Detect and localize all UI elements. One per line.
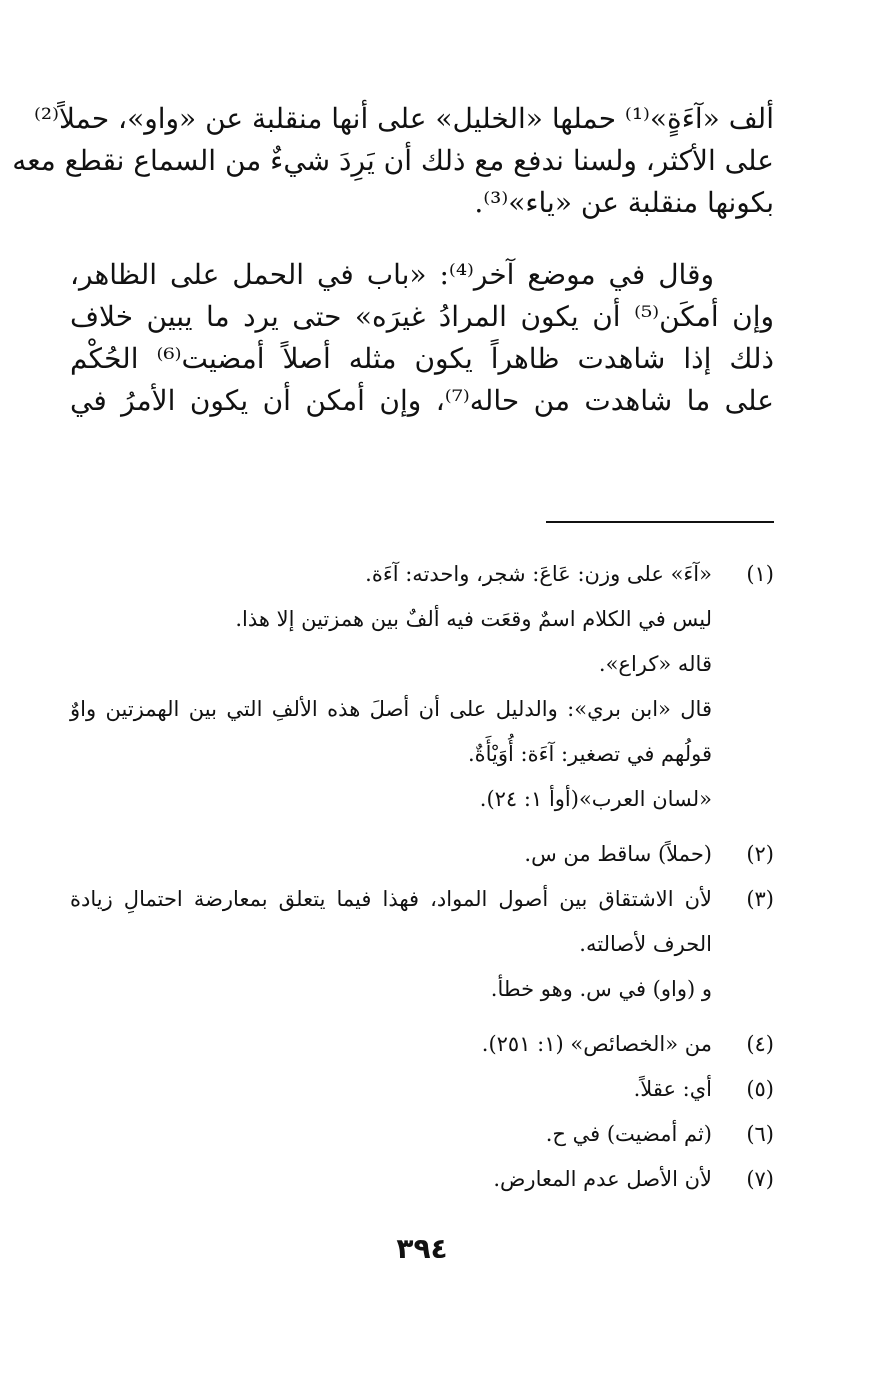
footnotes — [70, 552, 774, 1202]
footnote-number: (٤) — [746, 1032, 774, 1056]
footnote-line: و (واو) في س. وهو خطأ. — [490, 977, 712, 1001]
footnote-number: (٦) — [746, 1122, 774, 1146]
main-line: وإن أمكَن⁽⁵⁾ أن يكون المرادُ غيرَه» حتى يرد ما يبين خلاف — [70, 300, 775, 333]
main-line: ذلك إذا شاهدت ظاهراً يكون مثله أصلاً أمضيت⁽⁶⁾ الحُكْم — [70, 342, 774, 375]
footnote-number: (١) — [746, 562, 774, 586]
main-line: وقال في موضع آخر⁽⁴⁾: «باب في الحمل على الظاهر، — [70, 258, 714, 291]
main-line: ألف «آءَةٍ»⁽¹⁾ حملها «الخليل» على أنها منقلبة عن «واو»، حملاً⁽²⁾ — [33, 102, 774, 135]
main-line: على ما شاهدت من حاله⁽⁷⁾، وإن أمكن أن يكون الأمرُ في — [70, 384, 774, 417]
footnote-line: «آءَ» على وزن: عَاعَ: شجر، واحدته: آءَة. — [365, 562, 712, 586]
footnote-line: (ثم أمضيت) في ح. — [545, 1122, 712, 1146]
footnote-separator — [546, 521, 774, 523]
main-line: بكونها منقلبة عن «ياء»⁽³⁾. — [474, 186, 774, 219]
footnote-line: أي: عقلاً. — [633, 1077, 712, 1101]
footnote-line: ليس في الكلام اسمٌ وقعَت فيه ألفٌ بين همزتين إلا هذا. — [235, 607, 712, 631]
footnote-line: قاله «كراع». — [598, 652, 712, 676]
footnote-2 — [70, 832, 774, 877]
footnote-line: لأن الاشتقاق بين أصول المواد، فهذا فيما يتعلق بمعارضة احتمالِ زيادة — [70, 887, 712, 911]
footnote-number: (٣) — [746, 887, 774, 911]
footnote-number: (٧) — [746, 1167, 774, 1191]
footnote-line: قال «ابن بري»: والدليل على أن أصلَ هذه الألفِ التي بين الهمزتين واوٌ — [70, 697, 712, 721]
footnote-line: لأن الأصل عدم المعارض. — [493, 1167, 712, 1191]
footnote-line: قولُهم في تصغير: آءَة: أُوَيْأَةٌ. — [467, 742, 712, 766]
footnote-line: الحرف لأصالته. — [579, 932, 712, 956]
footnote-4 — [70, 1022, 774, 1067]
page-number: ٣٩٤ — [396, 1232, 448, 1265]
book-page — [12, 0, 775, 1377]
footnote-6 — [70, 1112, 774, 1157]
main-line: على الأكثر، ولسنا ندفع مع ذلك أن يَرِدَ شيءٌ من السماع نقطع معه — [12, 144, 774, 177]
footnote-1 — [70, 552, 774, 822]
footnote-3 — [70, 877, 774, 1012]
footnote-number: (٥) — [746, 1077, 774, 1101]
footnote-line: (حملاً) ساقط من س. — [524, 842, 712, 866]
footnote-5 — [70, 1067, 774, 1112]
main-text — [12, 98, 775, 422]
footnote-line: «لسان العرب»(أوأ ١: ٢٤). — [479, 787, 712, 811]
footnote-line: من «الخصائص» (١: ٢٥١). — [481, 1032, 712, 1056]
footnote-number: (٢) — [746, 842, 774, 866]
footnote-7 — [70, 1157, 774, 1202]
